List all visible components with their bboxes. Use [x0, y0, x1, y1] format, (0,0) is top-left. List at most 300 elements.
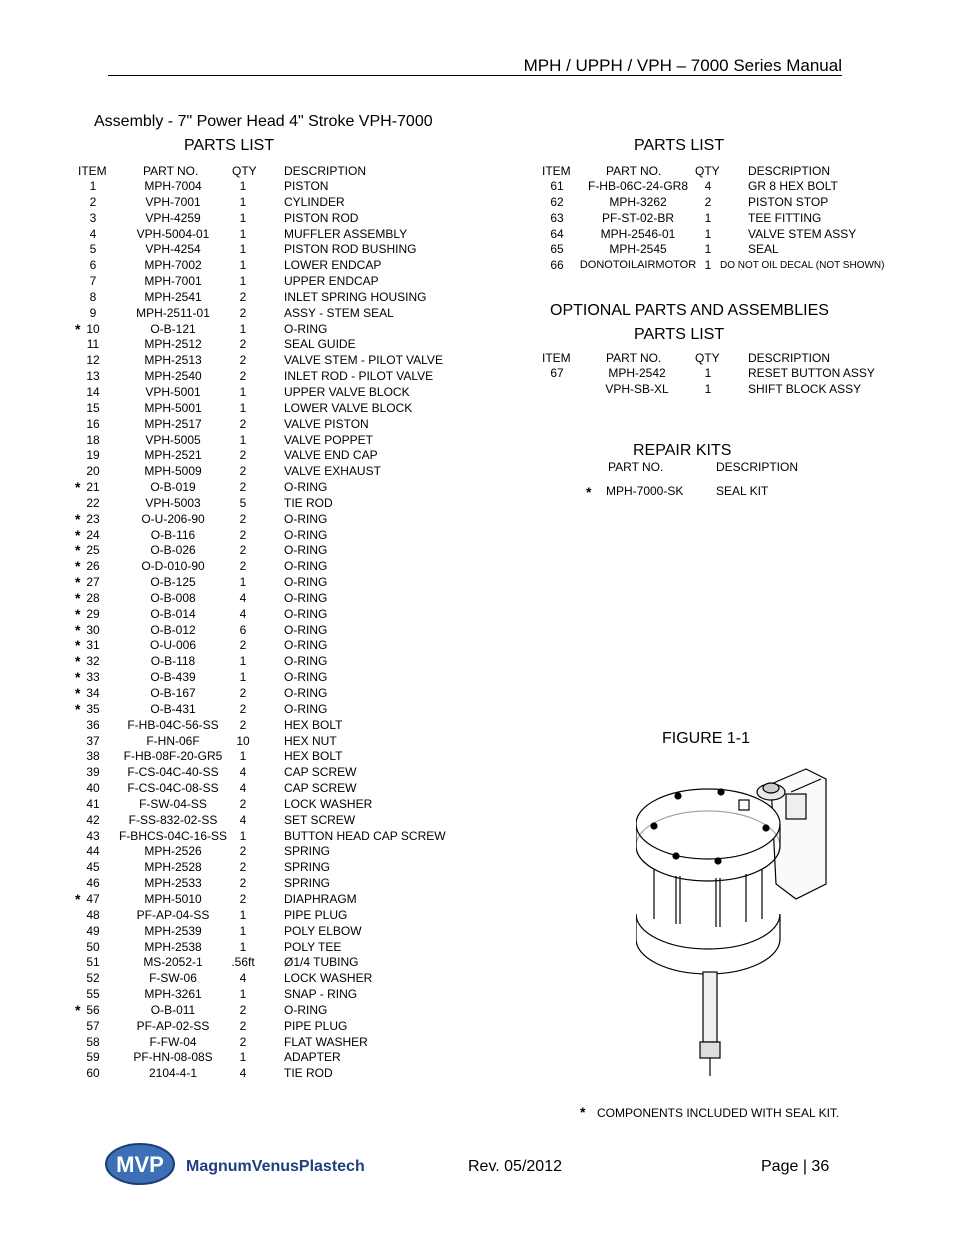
- left-parts-row-part: O-B-125: [150, 575, 196, 590]
- left-parts-row-qty: 1: [239, 321, 247, 336]
- left-parts-row-part: MPH-5010: [144, 891, 202, 906]
- left-parts-row: [60, 227, 480, 243]
- left-parts-row-part: MPH-2513: [144, 353, 202, 368]
- left-parts-row-desc: O-RING: [284, 527, 328, 542]
- right-parts-list-heading: PARTS LIST: [634, 137, 725, 154]
- left-parts-row-desc: O-RING: [284, 701, 328, 716]
- left-parts-row-item: 30: [86, 622, 100, 637]
- left-parts-row-desc: O-RING: [284, 606, 328, 621]
- left-parts-row: [60, 496, 480, 512]
- right-parts-row-part: MPH-2546-01: [600, 226, 676, 241]
- left-parts-list-heading: PARTS LIST: [184, 137, 275, 154]
- left-parts-row-desc: PIPE PLUG: [284, 1018, 348, 1033]
- left-parts-row-qty: 2: [239, 1034, 247, 1049]
- left-parts-row-part: MPH-2511-01: [136, 305, 210, 320]
- left-parts-row-part: F-CS-04C-08-SS: [127, 781, 219, 796]
- left-parts-row-desc: VALVE END CAP: [284, 448, 378, 463]
- left-parts-row-qty: 2: [239, 464, 247, 479]
- left-parts-row-item: 14: [86, 384, 100, 399]
- left-parts-row-item: 46: [86, 876, 100, 891]
- left-parts-row-qty: 4: [239, 1066, 247, 1081]
- left-parts-row-qty: 2: [239, 891, 247, 906]
- left-parts-row: [60, 670, 480, 686]
- right-col-desc: DESCRIPTION: [748, 164, 831, 178]
- left-parts-row-desc: PISTON ROD: [284, 210, 359, 225]
- left-parts-row-qty: 4: [239, 590, 247, 605]
- left-parts-row-part: MPH-2512: [144, 337, 202, 352]
- left-parts-row-part: O-B-026: [150, 543, 196, 558]
- left-parts-row-qty: 1: [239, 274, 247, 289]
- left-parts-row-part: MPH-2540: [144, 369, 202, 384]
- left-parts-row-part: F-SW-04-SS: [139, 796, 207, 811]
- left-parts-row-part: MPH-2521: [144, 448, 202, 463]
- opt-col-desc: DESCRIPTION: [748, 351, 831, 365]
- right-parts-row-desc: SEAL: [748, 242, 779, 257]
- left-parts-row-item: 22: [86, 495, 100, 510]
- left-parts-row-star: *: [75, 479, 81, 496]
- left-parts-row-part: VPH-5005: [145, 432, 201, 447]
- left-parts-row: [60, 1003, 480, 1019]
- right-parts-row: [540, 211, 920, 227]
- left-parts-row: [60, 211, 480, 227]
- left-parts-row-desc: SPRING: [284, 876, 331, 891]
- left-parts-row: [60, 797, 480, 813]
- optional-parts-row: [540, 382, 920, 398]
- left-parts-row-part: PF-AP-04-SS: [136, 907, 210, 922]
- left-parts-row-part: MPH-5001: [144, 400, 202, 415]
- right-parts-row-part: F-HB-06C-24-GR8: [587, 179, 689, 193]
- optional-parts-list-heading: PARTS LIST: [634, 326, 725, 343]
- left-parts-row: [60, 1050, 480, 1066]
- left-parts-row-qty: 1: [239, 194, 247, 209]
- optional-parts-row-qty: 1: [704, 381, 712, 396]
- left-parts-row-star: *: [75, 558, 81, 575]
- left-parts-row-item: 47: [86, 891, 100, 906]
- left-parts-row-item: 49: [86, 923, 100, 938]
- left-parts-row-star: *: [75, 669, 81, 686]
- left-parts-row-star: *: [75, 653, 81, 670]
- left-parts-row-part: O-B-439: [150, 670, 196, 685]
- left-parts-row-qty: 2: [239, 717, 247, 732]
- left-parts-row-desc: TIE ROD: [284, 1066, 333, 1081]
- left-parts-row-star: *: [75, 605, 81, 622]
- left-parts-row-desc: O-RING: [284, 543, 328, 558]
- left-parts-row-part: O-B-121: [150, 321, 196, 336]
- right-parts-row-qty: 2: [704, 194, 712, 209]
- left-parts-row-desc: PISTON: [284, 179, 329, 193]
- kit-description: SEAL KIT: [716, 484, 769, 498]
- left-col-item: ITEM: [78, 164, 107, 178]
- left-parts-row: [60, 813, 480, 829]
- left-parts-row-item: 32: [86, 654, 100, 669]
- left-parts-row-desc: BUTTON HEAD CAP SCREW: [284, 828, 446, 843]
- right-parts-row-part: PF-ST-02-BR: [601, 210, 675, 225]
- left-parts-row-star: *: [75, 574, 81, 591]
- right-parts-row-desc: TEE FITTING: [748, 210, 822, 225]
- left-parts-row-part: VPH-4259: [145, 210, 201, 225]
- left-parts-row-item: 9: [89, 305, 97, 320]
- left-parts-row-qty: 1: [239, 749, 247, 764]
- left-parts-row-part: O-B-431: [150, 701, 196, 716]
- assembly-title: Assembly - 7" Power Head 4" Stroke VPH-7000: [94, 113, 433, 130]
- logo-mvp-text: MVP: [116, 1152, 164, 1177]
- left-parts-row-desc: HEX NUT: [284, 733, 337, 748]
- left-parts-row-qty: 2: [239, 876, 247, 891]
- left-parts-row-item: 42: [86, 812, 100, 827]
- opt-col-qty: QTY: [695, 351, 720, 365]
- left-parts-row-desc: ADAPTER: [284, 1050, 341, 1065]
- left-parts-row-desc: INLET SPRING HOUSING: [284, 289, 427, 304]
- left-parts-row-desc: O-RING: [284, 590, 328, 605]
- left-parts-row: [60, 480, 480, 496]
- left-parts-row: [60, 448, 480, 464]
- left-parts-row-desc: Ø1/4 TUBING: [284, 955, 359, 970]
- left-parts-row-qty: 1: [239, 828, 247, 843]
- right-parts-row-qty: 1: [704, 226, 712, 241]
- left-parts-row: [60, 702, 480, 718]
- left-parts-row-qty: 2: [239, 369, 247, 384]
- left-parts-row-part: O-B-014: [150, 606, 196, 621]
- left-parts-row-item: 3: [89, 210, 97, 225]
- left-parts-row-desc: VALVE PISTON: [284, 416, 369, 431]
- left-parts-row-desc: FLAT WASHER: [284, 1034, 368, 1049]
- right-parts-row-desc: VALVE STEM ASSY: [748, 226, 857, 241]
- left-parts-row-part: 2104-4-1: [148, 1066, 198, 1081]
- left-parts-row-qty: 2: [239, 844, 247, 859]
- left-parts-row-desc: UPPER VALVE BLOCK: [284, 384, 410, 399]
- left-parts-row-desc: VALVE POPPET: [284, 432, 373, 447]
- left-parts-row: [60, 924, 480, 940]
- left-parts-row-item: 59: [86, 1050, 100, 1065]
- left-parts-row-part: O-B-167: [150, 686, 196, 700]
- power-head-figure: [636, 764, 836, 1084]
- left-parts-row-item: 33: [86, 670, 100, 685]
- left-parts-row-qty: 1: [239, 242, 247, 257]
- kit-part-no: MPH-7000-SK: [606, 484, 684, 498]
- left-parts-row-qty: 2: [239, 527, 247, 542]
- figure-caption: FIGURE 1-1: [662, 730, 751, 747]
- left-parts-row-part: F-HB-04C-56-SS: [127, 717, 219, 732]
- left-parts-row-qty: 2: [239, 416, 247, 431]
- left-parts-row-part: F-HN-06F: [146, 733, 200, 748]
- left-parts-row-qty: 5: [239, 495, 247, 510]
- left-parts-row-item: 36: [86, 717, 100, 732]
- left-parts-row-desc: O-RING: [284, 559, 328, 574]
- left-parts-row-star: *: [75, 510, 81, 527]
- left-parts-row: [60, 1035, 480, 1051]
- seal-note-star: *: [580, 1104, 586, 1120]
- left-parts-row-item: 2: [89, 194, 97, 209]
- right-parts-row-desc: GR 8 HEX BOLT: [748, 179, 838, 193]
- left-parts-row-desc: CYLINDER: [284, 194, 345, 209]
- left-parts-row-qty: 1: [239, 670, 247, 685]
- left-parts-row: [60, 1066, 480, 1082]
- left-parts-row-desc: SPRING: [284, 844, 331, 859]
- left-parts-row-part: O-U-206-90: [141, 511, 205, 526]
- seal-note-text: COMPONENTS INCLUDED WITH SEAL KIT.: [597, 1106, 840, 1120]
- left-parts-row: [60, 575, 480, 591]
- left-parts-row: [60, 718, 480, 734]
- left-parts-row: [60, 734, 480, 750]
- left-parts-row-part: VPH-5004-01: [136, 226, 210, 241]
- left-parts-row-desc: O-RING: [284, 511, 328, 526]
- left-parts-row-item: 37: [86, 733, 100, 748]
- left-parts-row-qty: 2: [239, 559, 247, 574]
- optional-parts-row-item: 67: [550, 366, 564, 380]
- left-parts-row-part: VPH-5001: [145, 384, 201, 399]
- left-parts-row: [60, 512, 480, 528]
- left-parts-row-item: 25: [86, 543, 100, 558]
- left-parts-row-desc: O-RING: [284, 622, 328, 637]
- left-parts-row-qty: 2: [239, 543, 247, 558]
- left-parts-row: [60, 195, 480, 211]
- left-parts-row-qty: 2: [239, 337, 247, 352]
- left-parts-row: [60, 258, 480, 274]
- left-parts-row: [60, 844, 480, 860]
- left-parts-row-part: MPH-7002: [144, 258, 202, 273]
- left-parts-row-part: O-B-116: [150, 527, 196, 542]
- left-parts-row-item: 21: [86, 480, 100, 495]
- revision: Rev. 05/2012: [468, 1158, 562, 1175]
- left-parts-row-qty: 1: [239, 654, 247, 669]
- left-parts-row-item: 23: [86, 511, 100, 526]
- left-parts-row-item: 35: [86, 701, 100, 716]
- left-parts-row-item: 12: [86, 353, 100, 368]
- opt-col-part: PART NO.: [606, 351, 662, 365]
- left-parts-row: [60, 987, 480, 1003]
- left-parts-row-item: 6: [89, 258, 97, 273]
- left-parts-row-qty: 2: [239, 305, 247, 320]
- left-parts-row-item: 4: [89, 226, 97, 241]
- left-parts-row-item: 24: [86, 527, 100, 542]
- left-parts-row-part: MPH-2541: [144, 289, 202, 304]
- left-parts-row-qty: 2: [239, 480, 247, 495]
- left-parts-row-item: 40: [86, 781, 100, 796]
- left-parts-row-desc: O-RING: [284, 321, 328, 336]
- right-col-qty: QTY: [695, 164, 720, 178]
- left-parts-row: [60, 1019, 480, 1035]
- left-parts-row-desc: SPRING: [284, 860, 331, 875]
- left-parts-row: [60, 306, 480, 322]
- left-parts-row: [60, 829, 480, 845]
- right-parts-row-item: 62: [550, 194, 564, 209]
- left-parts-row-item: 60: [86, 1066, 100, 1081]
- left-parts-row: [60, 559, 480, 575]
- left-parts-row-item: 38: [86, 749, 100, 764]
- left-parts-row-item: 15: [86, 400, 100, 415]
- left-parts-row-item: 51: [86, 955, 100, 970]
- left-parts-row-part: F-HB-08F-20-GR5: [123, 749, 223, 764]
- left-parts-row-qty: 2: [239, 511, 247, 526]
- left-parts-row-qty: .56ft: [231, 955, 255, 970]
- right-parts-row: [540, 179, 920, 195]
- left-col-qty: QTY: [232, 164, 257, 178]
- left-parts-row: [60, 940, 480, 956]
- left-parts-row-desc: O-RING: [284, 670, 328, 685]
- left-parts-row-qty: 1: [239, 210, 247, 225]
- right-parts-row-desc: DO NOT OIL DECAL (NOT SHOWN): [720, 260, 885, 272]
- left-parts-row-item: 41: [86, 796, 100, 811]
- left-parts-row-part: O-B-008: [150, 590, 196, 605]
- kit-col-part: PART NO.: [608, 460, 664, 474]
- left-parts-row-part: MS-2052-1: [143, 955, 203, 970]
- left-parts-row-item: 56: [86, 1002, 100, 1017]
- left-parts-row-qty: 2: [239, 353, 247, 368]
- left-parts-row-desc: ASSY - STEM SEAL: [284, 305, 394, 320]
- left-parts-row-qty: 4: [239, 765, 247, 780]
- header-divider: [108, 75, 842, 76]
- left-parts-row-star: *: [75, 890, 81, 907]
- mvp-logo: [104, 1142, 384, 1191]
- left-parts-row-part: O-B-118: [150, 654, 196, 669]
- left-parts-row-part: MPH-5009: [144, 464, 202, 479]
- left-parts-row: [60, 179, 480, 195]
- left-parts-row-qty: 1: [239, 258, 247, 273]
- left-parts-row-part: VPH-5003: [145, 495, 201, 510]
- left-parts-row-item: 19: [86, 448, 100, 463]
- left-parts-row-item: 18: [86, 432, 100, 447]
- left-parts-row-desc: O-RING: [284, 654, 328, 669]
- left-parts-row-desc: PIPE PLUG: [284, 907, 348, 922]
- left-parts-row-item: 8: [89, 289, 97, 304]
- left-parts-row-qty: 4: [239, 781, 247, 796]
- right-parts-row-item: 66: [550, 258, 564, 273]
- optional-parts-row-desc: RESET BUTTON ASSY: [748, 366, 875, 380]
- left-parts-row-item: 20: [86, 464, 100, 479]
- left-parts-row-part: VPH-4254: [145, 242, 201, 257]
- left-parts-row-desc: LOWER VALVE BLOCK: [284, 400, 413, 415]
- left-parts-row: [60, 860, 480, 876]
- optional-title: OPTIONAL PARTS AND ASSEMBLIES: [550, 302, 829, 319]
- left-parts-row-item: 39: [86, 765, 100, 780]
- left-parts-row: [60, 543, 480, 559]
- left-parts-row-part: VPH-7001: [145, 194, 201, 209]
- left-parts-row-part: MPH-2533: [144, 876, 202, 891]
- left-parts-row-qty: 2: [239, 1002, 247, 1017]
- left-parts-row-qty: 4: [239, 971, 247, 986]
- left-parts-row-qty: 10: [236, 733, 250, 748]
- left-parts-row-qty: 2: [239, 1018, 247, 1033]
- left-parts-row: [60, 353, 480, 369]
- left-parts-row-item: 5: [89, 242, 97, 257]
- left-parts-row-desc: LOCK WASHER: [284, 796, 373, 811]
- left-parts-row-item: 16: [86, 416, 100, 431]
- left-parts-row-item: 13: [86, 369, 100, 384]
- left-parts-row-item: 1: [89, 179, 97, 193]
- left-col-part: PART NO.: [143, 164, 199, 178]
- right-parts-row-part: MPH-2545: [609, 242, 667, 257]
- left-parts-row-desc: O-RING: [284, 480, 328, 495]
- left-parts-row-desc: POLY ELBOW: [284, 923, 362, 938]
- left-parts-row-qty: 1: [239, 384, 247, 399]
- left-parts-row-desc: HEX BOLT: [284, 749, 343, 764]
- left-parts-row: [60, 971, 480, 987]
- left-parts-row-item: 52: [86, 971, 100, 986]
- left-parts-row-part: O-U-006: [149, 638, 197, 653]
- left-parts-row-desc: LOWER ENDCAP: [284, 258, 382, 273]
- left-parts-row: [60, 955, 480, 971]
- left-parts-row-qty: 1: [239, 907, 247, 922]
- right-parts-table: [540, 179, 920, 274]
- left-parts-row: [60, 464, 480, 480]
- left-parts-row: [60, 686, 480, 702]
- left-parts-row-item: 26: [86, 559, 100, 574]
- left-parts-row-part: MPH-2528: [144, 860, 202, 875]
- left-parts-row-desc: DIAPHRAGM: [284, 891, 357, 906]
- left-parts-row: [60, 892, 480, 908]
- optional-parts-row: [540, 366, 920, 382]
- left-parts-row-part: MPH-2538: [144, 939, 202, 954]
- left-parts-row-desc: SET SCREW: [284, 812, 356, 827]
- left-parts-row: [60, 749, 480, 765]
- left-parts-row: [60, 591, 480, 607]
- left-parts-row: [60, 528, 480, 544]
- left-parts-row: [60, 638, 480, 654]
- left-parts-row-qty: 1: [239, 1050, 247, 1065]
- left-parts-row-star: *: [75, 320, 81, 337]
- left-parts-row-desc: CAP SCREW: [284, 781, 357, 796]
- left-parts-row-qty: 1: [239, 923, 247, 938]
- optional-parts-row-part: VPH-SB-XL: [605, 381, 669, 396]
- kit-col-desc: DESCRIPTION: [716, 460, 799, 474]
- left-parts-row-qty: 2: [239, 701, 247, 716]
- right-parts-row-qty: 1: [704, 210, 712, 225]
- right-parts-row: [540, 227, 920, 243]
- left-parts-row-item: 27: [86, 575, 100, 590]
- left-parts-row-desc: O-RING: [284, 575, 328, 590]
- left-parts-row-qty: 1: [239, 939, 247, 954]
- left-parts-row-desc: VALVE STEM - PILOT VALVE: [284, 353, 443, 368]
- kit-star: *: [586, 484, 592, 500]
- left-parts-row-part: F-SS-832-02-SS: [128, 812, 218, 827]
- left-parts-row-qty: 6: [239, 622, 247, 637]
- left-parts-row-item: 44: [86, 844, 100, 859]
- left-parts-row-part: O-B-012: [150, 622, 196, 637]
- left-parts-row: [60, 417, 480, 433]
- left-parts-row-qty: 2: [239, 289, 247, 304]
- right-parts-row-part: MPH-3262: [609, 194, 667, 209]
- left-parts-row-desc: CAP SCREW: [284, 765, 357, 780]
- left-parts-row-part: MPH-7001: [144, 274, 202, 289]
- optional-parts-row-part: MPH-2542: [608, 366, 666, 380]
- left-parts-row-desc: POLY TEE: [284, 939, 342, 954]
- left-parts-row-item: 34: [86, 686, 100, 700]
- left-parts-row-item: 50: [86, 939, 100, 954]
- right-parts-row-item: 61: [550, 179, 564, 193]
- left-parts-row-qty: 1: [239, 179, 247, 193]
- left-parts-row: [60, 242, 480, 258]
- right-parts-row-qty: 1: [704, 258, 712, 273]
- right-parts-row: [540, 242, 920, 258]
- left-parts-row-star: *: [75, 700, 81, 717]
- left-parts-row-part: O-B-011: [150, 1002, 196, 1017]
- left-parts-row: [60, 654, 480, 670]
- repair-kits-title: REPAIR KITS: [633, 442, 732, 459]
- left-parts-row-desc: TIE ROD: [284, 495, 333, 510]
- left-parts-row-part: F-FW-04: [149, 1034, 197, 1049]
- left-parts-row: [60, 401, 480, 417]
- right-col-item: ITEM: [542, 164, 571, 178]
- left-parts-row-qty: 2: [239, 686, 247, 700]
- page-number: Page | 36: [761, 1158, 830, 1175]
- left-parts-row-star: *: [75, 621, 81, 638]
- left-parts-row-star: *: [75, 685, 81, 701]
- left-parts-row-item: 31: [86, 638, 100, 653]
- left-parts-row-item: 48: [86, 907, 100, 922]
- logo-company-text: MagnumVenusPlastech: [186, 1158, 365, 1175]
- left-parts-row-qty: 1: [239, 400, 247, 415]
- right-parts-row-item: 65: [550, 242, 564, 257]
